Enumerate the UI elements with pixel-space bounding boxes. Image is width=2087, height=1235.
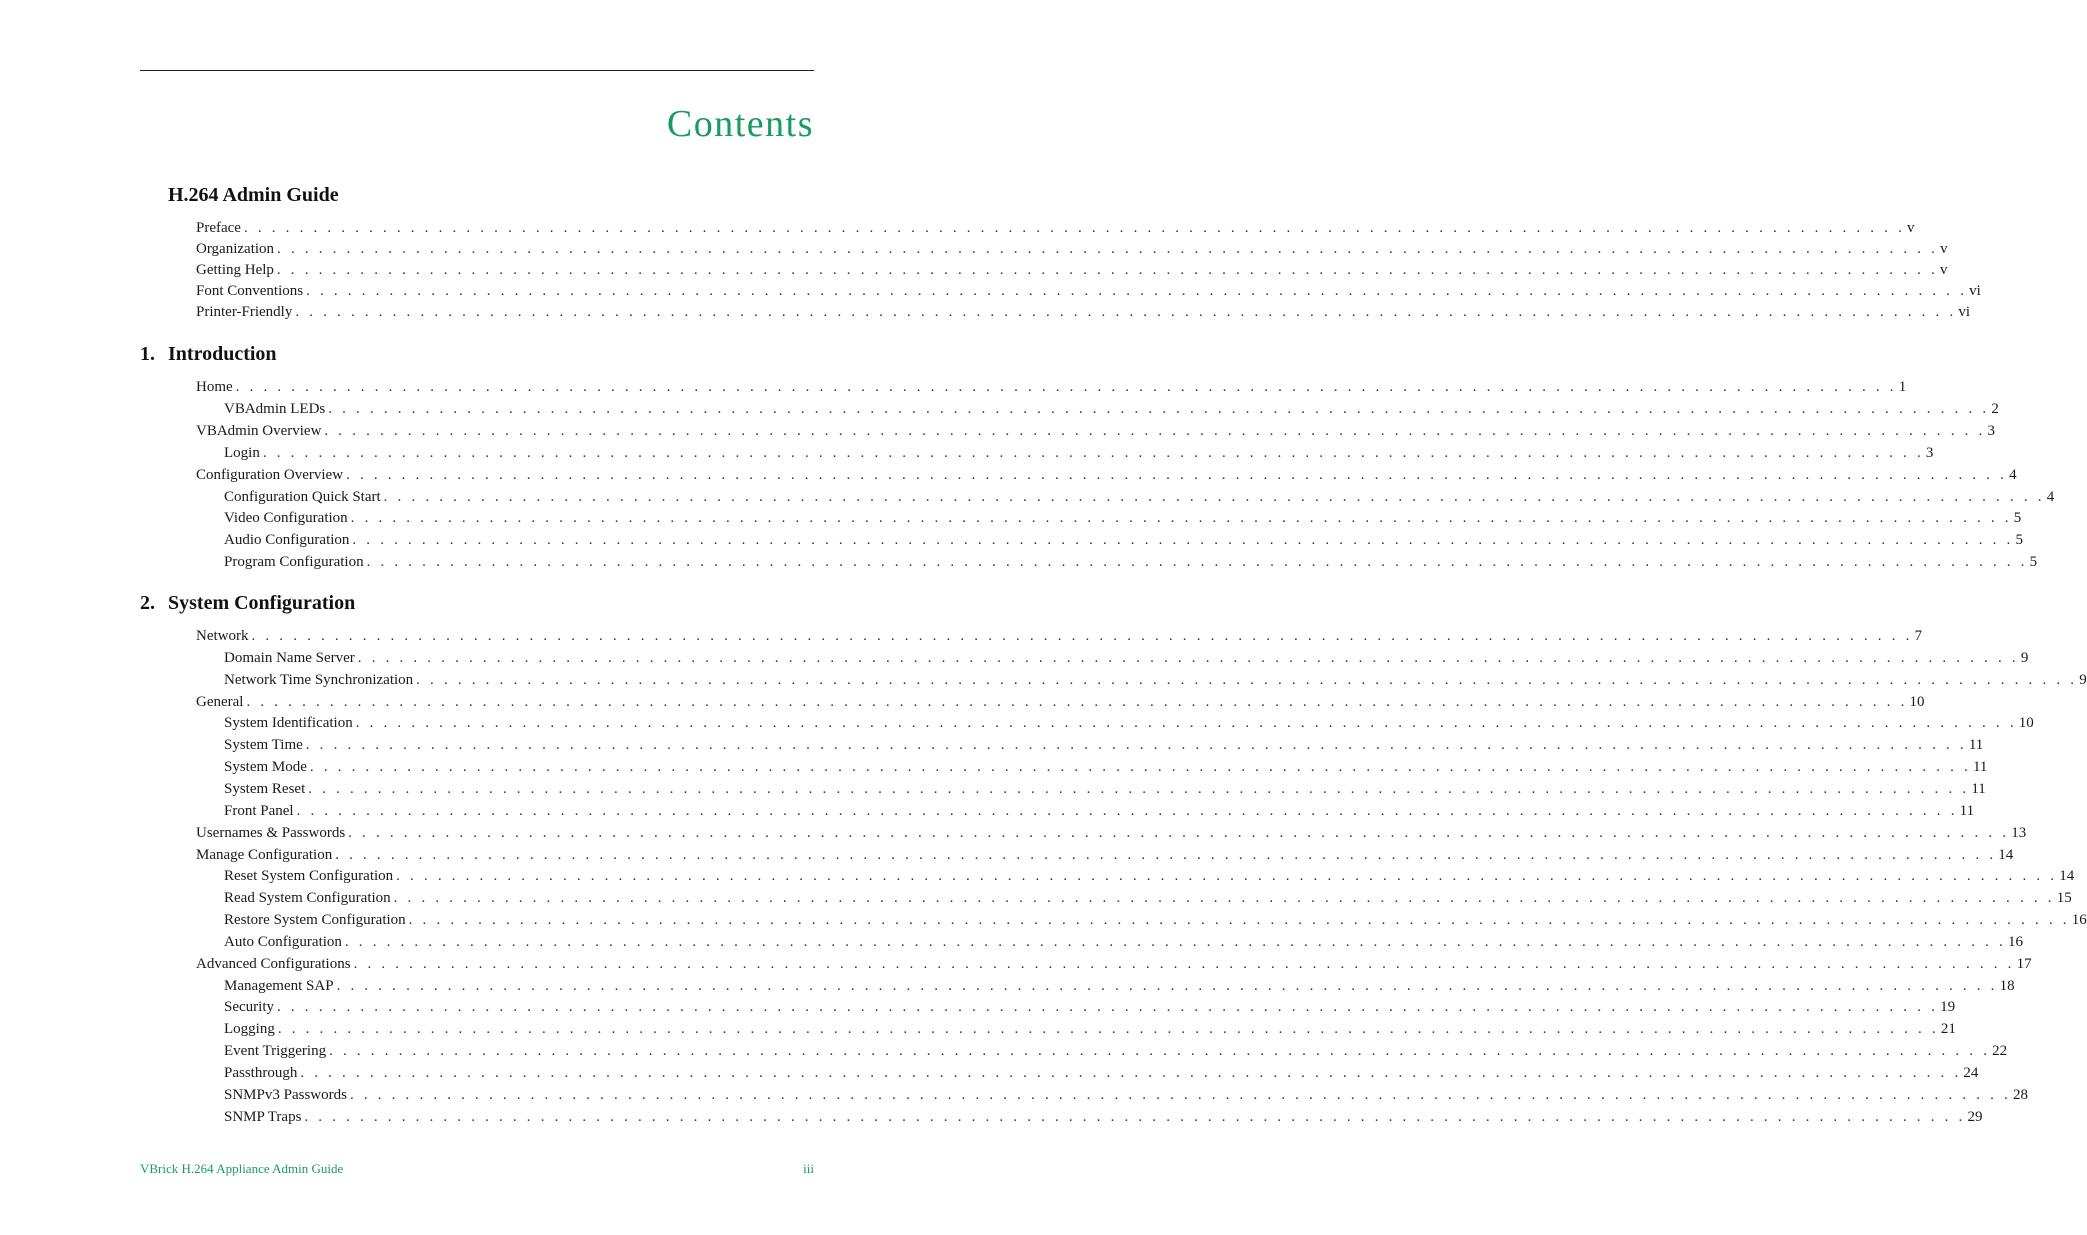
section-number: 1.	[140, 343, 155, 365]
toc-entry-label: System Identification	[224, 715, 353, 732]
dot-leader: . . . . . . . . . . . . . . . . . . . . . . . . . . . . . . . . . . . . . . . . . . . . . . . . . . . . . . . . . . . . . . . . . . . . . . . . . . . . . . . . . . . . . . . . . . . . . . . . . . . . . . . . . . . . . . . . . . . . . . . .	[383, 488, 2045, 505]
toc-entry[interactable]	[224, 868, 2075, 888]
dot-leader: . . . . . . . . . . . . . . . . . . . . . . . . . . . . . . . . . . . . . . . . . . . . . . . . . . . . . . . . . . . . . . . . . . . . . . . . . . . . . . . . . . . . . . . . . . . . . . . . . . . . . . . . . . . . . . . . . . . . . . . .	[276, 262, 1938, 278]
toc-entry-page-number: v	[1907, 220, 1915, 236]
toc-entry-label: System Time	[224, 737, 303, 754]
toc-entry-label: Login	[224, 444, 260, 461]
toc-entry[interactable]	[224, 1086, 2029, 1107]
toc-entry-label: Auto Configuration	[224, 933, 342, 950]
toc-entry-page-number: 21	[1940, 1021, 1956, 1038]
toc-entry-page-number: 4	[2046, 488, 2055, 505]
toc-entry-label: Program Configuration	[224, 554, 364, 571]
toc-entry-label: Front Panel	[224, 802, 294, 819]
toc-entry[interactable]	[196, 422, 1995, 443]
toc-entry[interactable]	[224, 802, 1975, 823]
dot-leader: . . . . . . . . . . . . . . . . . . . . . . . . . . . . . . . . . . . . . . . . . . . . . . . . . . . . . . . . . . . . . . . . . . . . . . . . . . . . . . . . . . . . . . . . . . . . . . . . . . . . . . . . . . . . . . . . . . . . . . . .	[329, 1043, 1991, 1060]
toc-entry-label: System Mode	[224, 759, 307, 776]
dot-leader: . . . . . . . . . . . . . . . . . . . . . . . . . . . . . . . . . . . . . . . . . . . . . . . . . . . . . . . . . . . . . . . . . . . . . . . . . . . . . . . . . . . . . . . . . . . . . . . . . . . . . . . . . . . . . . . . . . . . . . . .	[350, 510, 2012, 527]
toc-entry-label: Security	[224, 999, 274, 1016]
toc-entry[interactable]	[196, 379, 1907, 399]
toc-entry[interactable]	[224, 999, 1956, 1019]
dot-leader: . . . . . . . . . . . . . . . . . . . . . . . . . . . . . . . . . . . . . . . . . . . . . . . . . . . . . . . . . . . . . . . . . . . . . . . . . . . . . . . . . . . . . . . . . . . . . . . . . . . . . . . . . . . . . . . . . . . . . . . .	[353, 955, 2015, 972]
toc-entry-label: Logging	[224, 1021, 275, 1038]
toc-entry[interactable]	[224, 977, 2015, 998]
toc-entry[interactable]	[224, 715, 2034, 735]
toc-entry-page-number: 10	[1909, 693, 1925, 710]
toc-entry-page-number: 13	[2011, 824, 2027, 841]
toc-entry[interactable]	[224, 912, 2087, 932]
dot-leader: . . . . . . . . . . . . . . . . . . . . . . . . . . . . . . . . . . . . . . . . . . . . . . . . . . . . . . . . . . . . . . . . . . . . . . . . . . . . . . . . . . . . . . . . . . . . . . . . . . . . . . . . . . . . . . . . . . . . . . . .	[277, 1021, 1939, 1038]
toc-entry-page-number: 11	[1968, 737, 1984, 754]
toc-entry-page-number: 10	[2018, 715, 2034, 732]
toc-entry-page-number: 29	[1967, 1108, 1983, 1125]
footer-document-title: VBrick H.264 Appliance Admin Guide	[140, 1161, 344, 1176]
toc-entry[interactable]	[196, 304, 1971, 324]
toc-entry[interactable]	[196, 220, 1915, 240]
toc-entry[interactable]	[224, 554, 2038, 574]
dot-leader: . . . . . . . . . . . . . . . . . . . . . . . . . . . . . . . . . . . . . . . . . . . . . . . . . . . . . . . . . . . . . . . . . . . . . . . . . . . . . . . . . . . . . . . . . . . . . . . . . . . . . . . . . . . . . . . . . . . . . . . .	[324, 422, 1986, 439]
toc-entry-label: Printer-Friendly	[196, 304, 293, 320]
toc-entry-page-number: 5	[2015, 532, 2023, 549]
toc-entry-page-number: 9	[2020, 649, 2029, 666]
dot-leader: . . . . . . . . . . . . . . . . . . . . . . . . . . . . . . . . . . . . . . . . . . . . . . . . . . . . . . . . . . . . . . . . . . . . . . . . . . . . . . . . . . . . . . . . . . . . . . . . . . . . . . . . . . . . . . . . . . . . . . . .	[235, 379, 1897, 395]
dot-leader: . . . . . . . . . . . . . . . . . . . . . . . . . . . . . . . . . . . . . . . . . . . . . . . . . . . . . . . . . . . . . . . . . . . . . . . . . . . . . . . . . . . . . . . . . . . . . . . . . . . . . . . . . . . . . . . . . . . . . . . .	[416, 671, 2078, 688]
toc-entry-label: Advanced Configurations	[196, 955, 351, 972]
dot-leader: . . . . . . . . . . . . . . . . . . . . . . . . . . . . . . . . . . . . . . . . . . . . . . . . . . . . . . . . . . . . . . . . . . . . . . . . . . . . . . . . . . . . . . . . . . . . . . . . . . . . . . . . . . . . . . . . . . . . . . . .	[306, 283, 1968, 299]
toc-entry[interactable]	[196, 846, 2014, 867]
toc-entry-page-number: 11	[1959, 802, 1975, 819]
toc-entry[interactable]	[196, 283, 1981, 303]
toc-entry-label: Domain Name Server	[224, 649, 355, 666]
dot-leader: . . . . . . . . . . . . . . . . . . . . . . . . . . . . . . . . . . . . . . . . . . . . . . . . . . . . . . . . . . . . . . . . . . . . . . . . . . . . . . . . . . . . . . . . . . . . . . . . . . . . . . . . . . . . . . . . . . . . . . . .	[277, 999, 1939, 1016]
dot-leader: . . . . . . . . . . . . . . . . . . . . . . . . . . . . . . . . . . . . . . . . . . . . . . . . . . . . . . . . . . . . . . . . . . . . . . . . . . . . . . . . . . . . . . . . . . . . . . . . . . . . . . . . . . . . . . . . . . . . . . . .	[352, 532, 2014, 549]
toc-entry[interactable]	[224, 1065, 1979, 1085]
toc-entry-page-number: vi	[1969, 283, 1981, 299]
section-heading-admin-guide	[168, 184, 339, 207]
toc-entry-page-number: 11	[1972, 759, 1988, 776]
toc-entry-page-number: 16	[2071, 912, 2087, 929]
toc-entry-page-number: 4	[2009, 466, 2017, 483]
toc-entry[interactable]	[224, 933, 2023, 954]
footer-page-number: iii	[803, 1161, 814, 1176]
toc-entry-label: Home	[196, 379, 233, 395]
toc-entry-page-number: 16	[2007, 933, 2023, 950]
toc-entry[interactable]	[196, 693, 1925, 714]
section-number: 2.	[140, 592, 155, 614]
toc-entry-label: Configuration Overview	[196, 466, 344, 483]
dot-leader: . . . . . . . . . . . . . . . . . . . . . . . . . . . . . . . . . . . . . . . . . . . . . . . . . . . . . . . . . . . . . . . . . . . . . . . . . . . . . . . . . . . . . . . . . . . . . . . . . . . . . . . . . . . . . . . . . . . . . . . .	[346, 466, 2008, 483]
dot-leader: . . . . . . . . . . . . . . . . . . . . . . . . . . . . . . . . . . . . . . . . . . . . . . . . . . . . . . . . . . . . . . . . . . . . . . . . . . . . . . . . . . . . . . . . . . . . . . . . . . . . . . . . . . . . . . . . . . . . . . . .	[243, 220, 1906, 236]
toc-entry-label: Network Time Synchronization	[224, 671, 414, 688]
dot-leader: . . . . . . . . . . . . . . . . . . . . . . . . . . . . . . . . . . . . . . . . . . . . . . . . . . . . . . . . . . . . . . . . . . . . . . . . . . . . . . . . . . . . . . . . . . . . . . . . . . . . . . . . . . . . . . . . . . . . . . . .	[408, 912, 2070, 929]
toc-entry-page-number: 22	[1992, 1043, 2008, 1060]
toc-entry-label: Organization	[196, 241, 275, 257]
toc-entry-page-number: 15	[2056, 890, 2072, 907]
toc-entry[interactable]	[224, 890, 2072, 910]
toc-entry[interactable]	[224, 780, 1986, 801]
toc-entry-page-number: 19	[1940, 999, 1956, 1016]
dot-leader: . . . . . . . . . . . . . . . . . . . . . . . . . . . . . . . . . . . . . . . . . . . . . . . . . . . . . . . . . . . . . . . . . . . . . . . . . . . . . . . . . . . . . . . . . . . . . . . . . . . . . . . . . . . . . . . . . . . . . . . .	[246, 693, 1908, 710]
toc-entry[interactable]	[224, 737, 1984, 757]
dot-leader: . . . . . . . . . . . . . . . . . . . . . . . . . . . . . . . . . . . . . . . . . . . . . . . . . . . . . . . . . . . . . . . . . . . . . . . . . . . . . . . . . . . . . . . . . . . . . . . . . . . . . . . . . . . . . . . . . . . . . . . .	[393, 890, 2055, 907]
toc-entry[interactable]	[224, 649, 2029, 670]
toc-entry[interactable]	[224, 510, 2022, 530]
toc-entry-page-number: vi	[1958, 304, 1971, 320]
toc-entry[interactable]	[224, 671, 2087, 692]
toc-entry-label: Usernames & Passwords	[196, 824, 346, 841]
dot-leader: . . . . . . . . . . . . . . . . . . . . . . . . . . . . . . . . . . . . . . . . . . . . . . . . . . . . . . . . . . . . . . . . . . . . . . . . . . . . . . . . . . . . . . . . . . . . . . . . . . . . . . . . . . . . . . . . . . . . . . . .	[344, 933, 2006, 950]
toc-entry-page-number: 2	[1991, 400, 1999, 417]
toc-entry-page-number: v	[1939, 262, 1948, 278]
toc-entry[interactable]	[224, 488, 2055, 509]
dot-leader: . . . . . . . . . . . . . . . . . . . . . . . . . . . . . . . . . . . . . . . . . . . . . . . . . . . . . . . . . . . . . . . . . . . . . . . . . . . . . . . . . . . . . . . . . . . . . . . . . . . . . . . . . . . . . . . . . . . . . . . .	[396, 868, 2058, 885]
toc-entry-page-number: 14	[1998, 846, 2014, 863]
toc-entry[interactable]	[224, 1043, 2008, 1063]
dot-leader: . . . . . . . . . . . . . . . . . . . . . . . . . . . . . . . . . . . . . . . . . . . . . . . . . . . . . . . . . . . . . . . . . . . . . . . . . . . . . . . . . . . . . . . . . . . . . . . . . . . . . . . . . . . . . . . . . . . . . . . .	[295, 304, 1957, 320]
dot-leader: . . . . . . . . . . . . . . . . . . . . . . . . . . . . . . . . . . . . . . . . . . . . . . . . . . . . . . . . . . . . . . . . . . . . . . . . . . . . . . . . . . . . . . . . . . . . . . . . . . . . . . . . . . . . . . . . . . . . . . . .	[300, 1065, 1962, 1081]
toc-entry[interactable]	[196, 262, 1948, 282]
toc-entry-page-number: 24	[1963, 1065, 1979, 1081]
dot-leader: . . . . . . . . . . . . . . . . . . . . . . . . . . . . . . . . . . . . . . . . . . . . . . . . . . . . . . . . . . . . . . . . . . . . . . . . . . . . . . . . . . . . . . . . . . . . . . . . . . . . . . . . . . . . . . . . . . . . . . . .	[355, 715, 2017, 732]
dot-leader: . . . . . . . . . . . . . . . . . . . . . . . . . . . . . . . . . . . . . . . . . . . . . . . . . . . . . . . . . . . . . . . . . . . . . . . . . . . . . . . . . . . . . . . . . . . . . . . . . . . . . . . . . . . . . . . . . . . . . . . .	[336, 977, 1998, 994]
toc-entry-label: Passthrough	[224, 1065, 298, 1081]
toc-entry-label: Read System Configuration	[224, 890, 391, 907]
toc-entry-page-number: 17	[2016, 955, 2032, 972]
section-title: Introduction	[168, 343, 277, 365]
toc-entry-label: SNMPv3 Passwords	[224, 1086, 347, 1103]
toc-entry-page-number: 11	[1971, 780, 1986, 797]
toc-entry-page-number: 18	[1999, 977, 2015, 994]
dot-leader: . . . . . . . . . . . . . . . . . . . . . . . . . . . . . . . . . . . . . . . . . . . . . . . . . . . . . . . . . . . . . . . . . . . . . . . . . . . . . . . . . . . . . . . . . . . . . . . . . . . . . . . . . . . . . . . . . . . . . . . .	[251, 628, 1913, 644]
page-title: Contents	[666, 103, 814, 145]
toc-entry-label: VBAdmin LEDs	[224, 400, 326, 417]
toc-entry[interactable]	[224, 444, 1934, 465]
toc-entry-page-number: 9	[2079, 671, 2087, 688]
toc-entry-page-number: 5	[2013, 510, 2022, 527]
toc-entry-page-number: v	[1940, 241, 1948, 257]
toc-entry-page-number: 7	[1914, 628, 1923, 644]
toc-entry-label: Getting Help	[196, 262, 274, 278]
toc-entry-page-number: 5	[2029, 554, 2038, 571]
dot-leader: . . . . . . . . . . . . . . . . . . . . . . . . . . . . . . . . . . . . . . . . . . . . . . . . . . . . . . . . . . . . . . . . . . . . . . . . . . . . . . . . . . . . . . . . . . . . . . . . . . . . . . . . . . . . . . . . . . . . . . . .	[308, 780, 1970, 797]
toc-entry-label: Management SAP	[224, 977, 334, 994]
toc-entry[interactable]	[196, 628, 1923, 648]
toc-entry-label: General	[196, 693, 244, 710]
toc-entry[interactable]	[196, 955, 2032, 976]
toc-entry-label: Configuration Quick Start	[224, 488, 381, 505]
toc-entry-label: Restore System Configuration	[224, 912, 406, 929]
dot-leader: . . . . . . . . . . . . . . . . . . . . . . . . . . . . . . . . . . . . . . . . . . . . . . . . . . . . . . . . . . . . . . . . . . . . . . . . . . . . . . . . . . . . . . . . . . . . . . . . . . . . . . . . . . . . . . . . . . . . . . . .	[305, 737, 1967, 754]
dot-leader: . . . . . . . . . . . . . . . . . . . . . . . . . . . . . . . . . . . . . . . . . . . . . . . . . . . . . . . . . . . . . . . . . . . . . . . . . . . . . . . . . . . . . . . . . . . . . . . . . . . . . . . . . . . . . . . . . . . . . . . .	[304, 1108, 1966, 1125]
section-title: H.264 Admin Guide	[168, 184, 339, 206]
section-heading-system-configuration	[140, 592, 355, 615]
toc-entry-label: System Reset	[224, 780, 306, 797]
section-title: System Configuration	[168, 592, 356, 614]
toc-entry[interactable]	[196, 241, 1948, 261]
dot-leader: . . . . . . . . . . . . . . . . . . . . . . . . . . . . . . . . . . . . . . . . . . . . . . . . . . . . . . . . . . . . . . . . . . . . . . . . . . . . . . . . . . . . . . . . . . . . . . . . . . . . . . . . . . . . . . . . . . . . . . . .	[348, 824, 2010, 841]
toc-entry-page-number: 14	[2059, 868, 2075, 885]
dot-leader: . . . . . . . . . . . . . . . . . . . . . . . . . . . . . . . . . . . . . . . . . . . . . . . . . . . . . . . . . . . . . . . . . . . . . . . . . . . . . . . . . . . . . . . . . . . . . . . . . . . . . . . . . . . . . . . . . . . . . . . .	[296, 802, 1958, 819]
toc-entry-page-number: 1	[1898, 379, 1907, 395]
toc-entry[interactable]	[224, 532, 2023, 552]
toc-entry-label: Video Configuration	[224, 510, 348, 527]
dot-leader: . . . . . . . . . . . . . . . . . . . . . . . . . . . . . . . . . . . . . . . . . . . . . . . . . . . . . . . . . . . . . . . . . . . . . . . . . . . . . . . . . . . . . . . . . . . . . . . . . . . . . . . . . . . . . . . . . . . . . . . .	[357, 649, 2019, 666]
toc-entry-label: Event Triggering	[224, 1043, 327, 1060]
toc-entry-page-number: 3	[1925, 444, 1934, 461]
toc-entry[interactable]	[224, 759, 1988, 779]
dot-leader: . . . . . . . . . . . . . . . . . . . . . . . . . . . . . . . . . . . . . . . . . . . . . . . . . . . . . . . . . . . . . . . . . . . . . . . . . . . . . . . . . . . . . . . . . . . . . . . . . . . . . . . . . . . . . . . . . . . . . . . .	[328, 400, 1990, 417]
toc-entry[interactable]	[196, 824, 2027, 845]
toc-entry-label: VBAdmin Overview	[196, 422, 322, 439]
dot-leader: . . . . . . . . . . . . . . . . . . . . . . . . . . . . . . . . . . . . . . . . . . . . . . . . . . . . . . . . . . . . . . . . . . . . . . . . . . . . . . . . . . . . . . . . . . . . . . . . . . . . . . . . . . . . . . . . . . . . . . . .	[335, 846, 1997, 863]
toc-entry[interactable]	[224, 400, 1999, 421]
toc-entry-label: Network	[196, 628, 249, 644]
header-rule	[140, 70, 814, 71]
toc-entry[interactable]	[224, 1108, 1983, 1129]
toc-entry[interactable]	[196, 466, 2017, 487]
toc-entry-page-number: 3	[1987, 422, 1995, 439]
section-heading-introduction	[140, 343, 277, 366]
dot-leader: . . . . . . . . . . . . . . . . . . . . . . . . . . . . . . . . . . . . . . . . . . . . . . . . . . . . . . . . . . . . . . . . . . . . . . . . . . . . . . . . . . . . . . . . . . . . . . . . . . . . . . . . . . . . . . . . . . . . . . . .	[309, 759, 1971, 776]
toc-entry-label: Audio Configuration	[224, 532, 350, 549]
toc-entry[interactable]	[224, 1021, 1956, 1041]
toc-entry-label: Preface	[196, 220, 241, 236]
dot-leader: . . . . . . . . . . . . . . . . . . . . . . . . . . . . . . . . . . . . . . . . . . . . . . . . . . . . . . . . . . . . . . . . . . . . . . . . . . . . . . . . . . . . . . . . . . . . . . . . . . . . . . . . . . . . . . . . . . . . . . . .	[277, 241, 1939, 257]
dot-leader: . . . . . . . . . . . . . . . . . . . . . . . . . . . . . . . . . . . . . . . . . . . . . . . . . . . . . . . . . . . . . . . . . . . . . . . . . . . . . . . . . . . . . . . . . . . . . . . . . . . . . . . . . . . . . . . . . . . . . . . .	[349, 1086, 2012, 1103]
toc-entry-label: Font Conventions	[196, 283, 304, 299]
toc-entry-label: Reset System Configuration	[224, 868, 394, 885]
dot-leader: . . . . . . . . . . . . . . . . . . . . . . . . . . . . . . . . . . . . . . . . . . . . . . . . . . . . . . . . . . . . . . . . . . . . . . . . . . . . . . . . . . . . . . . . . . . . . . . . . . . . . . . . . . . . . . . . . . . . . . . .	[262, 444, 1924, 461]
dot-leader: . . . . . . . . . . . . . . . . . . . . . . . . . . . . . . . . . . . . . . . . . . . . . . . . . . . . . . . . . . . . . . . . . . . . . . . . . . . . . . . . . . . . . . . . . . . . . . . . . . . . . . . . . . . . . . . . . . . . . . . .	[366, 554, 2028, 571]
toc-entry-page-number: 28	[2013, 1086, 2029, 1103]
toc-entry-label: SNMP Traps	[224, 1108, 302, 1125]
toc-entry-label: Manage Configuration	[196, 846, 333, 863]
